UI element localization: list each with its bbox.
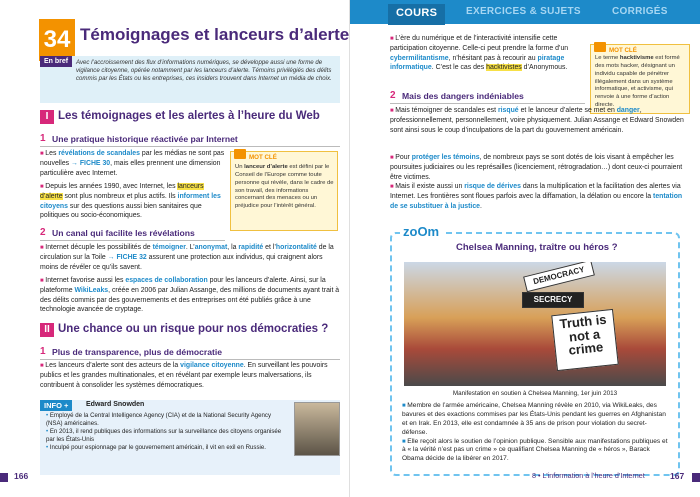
paragraph: ■ Membre de l’armée américaine, Chelsea Manning révèle en 2010, via WikiLeaks, des bavures et des exactions commises par les États-Unis pendant les guerres en Afghanistan et en Irak. En 2013, elle est condamnée à 35 ans de prison pour violation du secret-défense. <box>402 402 672 438</box>
paragraph: ■ Les révélations de scandales par les médias ne sont pas nouvelles → FICHE 30, mais elles prennent une dimension particulière avec Internet. <box>40 149 226 178</box>
mot-cle-text: Un lanceur d’alerte est défini par le Conseil de l’Europe comme toute personne qui révèle, dans le cadre de son travail, des informations concernant des menaces ou un préjudice pour l’intérêt général. <box>235 164 334 210</box>
info-list <box>46 412 282 452</box>
paragraph: ■ Elle reçoit alors le soutien de l’opinion publique. Sensible aux manifestations publiques et à « la vérité n’est pas un crime » ce qualifiant Chelsea Manning de « héros », Barack Obama décide de la libérer en 2017. <box>402 438 672 465</box>
list-item: • En 2013, il rend publiques des informations sur la surveillance des citoyens organisée par les États-Unis <box>46 428 282 444</box>
mot-cle-box <box>590 44 690 114</box>
divider <box>390 103 585 104</box>
chapter-footer: 8 • L’information à l’heure d’Internet <box>532 471 645 480</box>
page-bar <box>692 473 700 482</box>
tab-cours[interactable]: COURS <box>388 4 445 25</box>
divider <box>40 146 340 147</box>
zoom-logo: zoOm <box>400 224 442 239</box>
tab-corriges[interactable]: CORRIGÉS <box>612 6 668 17</box>
zoom-title: Chelsea Manning, traître ou héros ? <box>456 242 618 253</box>
mot-cle-text: Le terme hacktivisme est formé des mots hacker, désignant un individu capable de pénétrer illégalement dans un système informatique, et activisme, qui renvoie à une forme d’action directe. <box>595 55 680 109</box>
photo-caption: Manifestation en soutien à Chelsea Manning, 1er juin 2013 <box>452 390 618 397</box>
sign-truth: Truth is not a crime <box>551 309 619 371</box>
paragraph: ■ Internet décuple les possibilités de témoigner. L’anonymat, la rapidité et l’horizontalité de la circulation sur la Toile → FICHE 32 assurent une protection aux individus, qui craignent alors moins de révéler ce qu’ils savent. <box>40 243 340 272</box>
chapter-title: Témoignages et lanceurs d’alerte <box>80 25 350 44</box>
divider <box>40 359 340 360</box>
paragraph: ■ Pour protéger les témoins, de nombreux pays se sont dotés de lois visant à empêcher les poursuites judiciaires ou les représailles (licenciement, rétrogradation…) dont ceux-ci pourraient être victimes. <box>390 153 690 182</box>
sub-3-number: 1 <box>40 346 46 357</box>
info-label: INFO + <box>40 400 72 411</box>
section-2-title: Une chance ou un risque pour nos démocraties ? <box>58 323 329 335</box>
mot-cle-label: MOT CLÉ <box>249 154 277 161</box>
sub-4-number: 2 <box>390 90 396 101</box>
paragraph: ■ Mais il existe aussi un risque de dérives dans la multiplication et la facilitation des alertes via Internet. Les frontières sont floues parfois avec la diffamation, la délation ou encore la tentation de se substituer à la justice. <box>390 182 690 211</box>
mot-cle-box <box>230 151 338 231</box>
en-bref-text: Avec l’accroissement des flux d’informations numériques, se développe aussi une forme de vigilance citoyenne, opérée notamment par les lanceurs d’alerte. Témoins privilégiés des délits commis par les États ou les entreprises, ces insiders trouvent dans Internet un média de choix. <box>76 59 332 83</box>
paragraph: ■ Internet favorise aussi les espaces de collaboration pour les lanceurs d’alerte. Ainsi, sur la plateforme WikiLeaks, créée en 2006 par Julian Assange, des millions de documents ayant trait à des délits commis par des gouvernements et des entreprises ont été publiés grâce à une technologie avancée de cryptage. <box>40 276 340 315</box>
sub-2-number: 2 <box>40 227 46 238</box>
mot-cle-label: MOT CLÉ <box>609 47 637 54</box>
paragraph: ■ Les lanceurs d’alerte sont des acteurs de la vigilance citoyenne. En surveillant les pouvoirs publics et les grandes multinationales, et en révélant par exemple leurs malversations, ils contribuent à consolider les systèmes démocratiques. <box>40 361 340 390</box>
paragraph: ■ Depuis les années 1990, avec Internet, les lanceurs d’alerte sont plus nombreux et plus actifs. Ils informent les citoyens sur des questions aussi bien sanitaires que politiques ou socio-économiques. <box>40 182 226 221</box>
page-number: 167 <box>670 471 685 481</box>
section-1-number: I <box>40 110 54 124</box>
page-number: 166 <box>14 471 29 481</box>
info-box <box>40 400 340 475</box>
tab-exercices[interactable]: EXERCICES & SUJETS <box>466 6 581 17</box>
list-item: • Inculpé pour espionnage par le gouvernement américain, il vit en exil en Russie. <box>46 444 282 452</box>
fiche-link[interactable]: → FICHE 30 <box>71 159 111 167</box>
zoom-text <box>402 402 672 464</box>
en-bref-label: En bref <box>40 56 72 67</box>
protest-photo <box>404 262 666 386</box>
divider <box>40 240 225 241</box>
paragraph: ■ Mais témoigner de scandales est risqué et le lanceur d’alerte se met en danger, professionnellement, personnellement, voire physiquement. Julian Assange et Edward Snowden sont ainsi sous le coup d’inculpations de la part du gouvernement américain. <box>390 106 690 135</box>
en-bref-box <box>40 56 340 103</box>
section-tabs-bar <box>350 0 700 24</box>
sub-3-title: Plus de transparence, plus de démocratie <box>52 347 223 357</box>
fiche-link[interactable]: → FICHE 32 <box>107 253 147 261</box>
sub-1-title: Une pratique historique réactivée par Internet <box>52 134 238 144</box>
chapter-number: 34 <box>39 19 75 61</box>
zoom-box <box>390 224 680 476</box>
paragraph: ■ L’ère du numérique et de l’interactivité intensifie cette participation citoyenne. Celle-ci peut prendre la forme d’un cybermilitantisme, n’hésitant pas à recourir au piratage informatique. C’est le cas des hacktivistes d’Anonymous. <box>390 34 586 73</box>
section-2-number: II <box>40 323 54 337</box>
sign-democracy: DEMOCRACY <box>523 262 595 292</box>
right-page <box>350 0 700 497</box>
sub-4-title: Mais des dangers indéniables <box>402 91 524 101</box>
snowden-photo <box>294 402 340 456</box>
sub-2-title: Un canal qui facilite les révélations <box>52 228 195 238</box>
section-1-title: Les témoignages et les alertes à l’heure du Web <box>58 110 320 122</box>
info-heading: Edward Snowden <box>86 401 145 408</box>
sub-1-number: 1 <box>40 133 46 144</box>
list-item: • Employé de la Central Intelligence Agency (CIA) et de la National Security Agency (NSA) américaines. <box>46 412 282 428</box>
sign-secrecy: SECRECY <box>522 292 584 308</box>
page-bar <box>0 473 8 482</box>
